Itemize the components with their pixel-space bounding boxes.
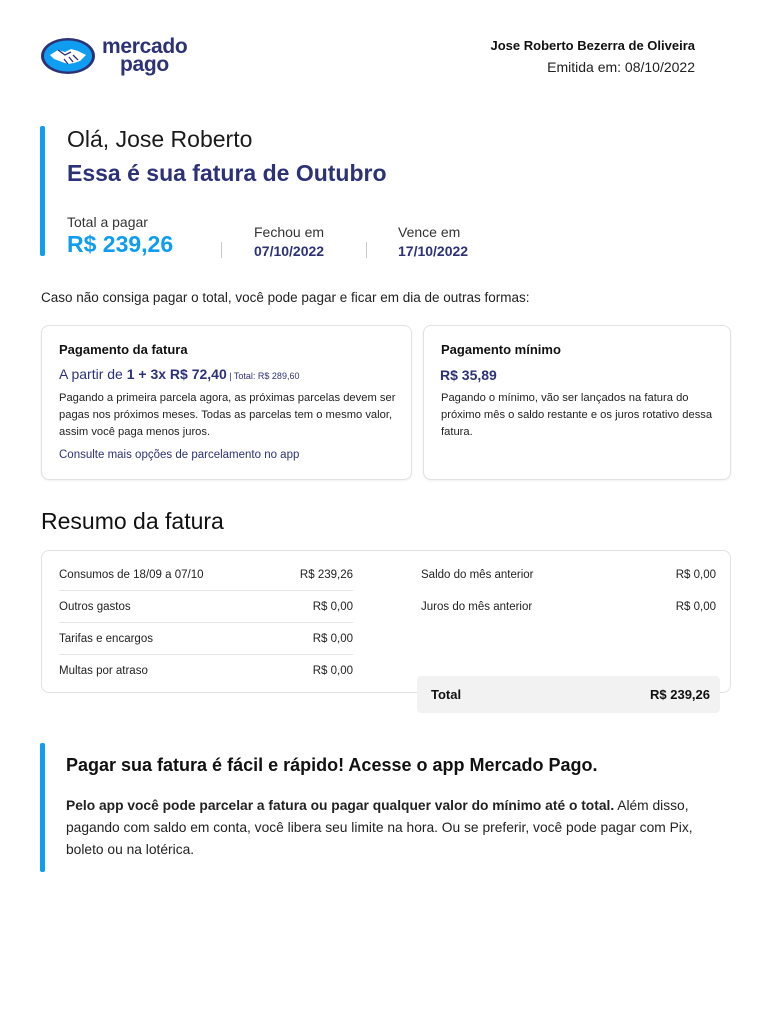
minimum-value: R$ 35,89: [440, 367, 497, 383]
total-label: Total a pagar: [67, 214, 148, 230]
summary-row: [59, 559, 353, 591]
divider: [366, 242, 367, 258]
row-value: R$ 0,00: [675, 601, 716, 613]
greeting-section: [40, 126, 740, 259]
installment-total: | Total: R$ 289,60: [226, 371, 300, 381]
mercado-pago-logo: [40, 36, 187, 76]
invoice-headline: Essa é sua fatura de Outubro: [67, 160, 387, 186]
logo-word-mercado: mercado: [102, 35, 188, 58]
row-label: Consumos de 18/09 a 07/10: [59, 568, 204, 581]
row-label: Multas por atraso: [59, 665, 148, 677]
row-value: R$ 0,00: [312, 632, 353, 645]
total-row-value: R$ 239,26: [650, 687, 710, 702]
total-value: R$ 239,26: [67, 231, 174, 257]
customer-name: Jose Roberto Bezerra de Oliveira: [490, 38, 695, 53]
handshake-logo-icon: [40, 36, 96, 76]
divider: [221, 242, 222, 258]
summary-total: [417, 676, 720, 713]
summary-title: Resumo da fatura: [41, 508, 224, 534]
promo-title: Pagar sua fatura é fácil e rápido! Acesse o app Mercado Pago.: [66, 755, 598, 775]
promo-bold: Pelo app você pode parcelar a fatura ou pagar qualquer valor do mínimo até o total.: [66, 798, 615, 813]
payment-options-notice: Caso não consiga pagar o total, você pode pagar e ficar em dia de outras formas:: [41, 290, 530, 305]
issuer-block: [491, 38, 695, 75]
due-label: Vence em: [398, 224, 461, 240]
row-value: R$ 0,00: [312, 600, 353, 613]
accent-bar: [40, 126, 45, 256]
card-title: Pagamento mínimo: [441, 342, 561, 357]
app-promo-section: [40, 743, 740, 872]
installment-summary: [59, 366, 299, 382]
minimum-payment-card: [423, 325, 731, 480]
total-row-label: Total: [431, 687, 462, 702]
summary-row: [59, 591, 353, 623]
logo-word-pago: pago: [120, 53, 169, 76]
installment-options-link[interactable]: Consulte mais opções de parcelamento no app: [59, 449, 300, 461]
summary-row: [421, 591, 716, 623]
summary-row: [59, 655, 353, 687]
card-title: Pagamento da fatura: [59, 342, 188, 357]
summary-row: [421, 559, 716, 591]
summary-row: [59, 623, 353, 655]
row-value: R$ 0,00: [312, 665, 353, 677]
greeting-hello: Olá, Jose Roberto: [67, 126, 253, 152]
installment-value: 1 + 3x R$ 72,40: [126, 366, 227, 382]
row-label: Juros do mês anterior: [421, 601, 533, 613]
row-label: Outros gastos: [59, 600, 131, 613]
closed-label: Fechou em: [254, 224, 325, 240]
card-description: Pagando o mínimo, vão ser lançados na fatura do próximo mês o saldo restante e os juros rotativo dessa fatura.: [441, 392, 713, 438]
row-label: Tarifas e encargos: [59, 632, 153, 645]
promo-text: [66, 795, 731, 861]
row-value: R$ 0,00: [675, 569, 716, 581]
due-date: 17/10/2022: [398, 243, 469, 259]
accent-bar: [40, 743, 45, 872]
installment-payment-card: [41, 325, 412, 480]
closed-date: 07/10/2022: [254, 243, 325, 259]
issue-date: Emitida em: 08/10/2022: [547, 59, 695, 75]
installment-prefix: A partir de: [59, 366, 127, 382]
summary-panel: [41, 550, 731, 693]
promo-rest: Além disso, pagando com saldo em conta, você libera seu limite na hora. Ou se preferir, você pode pagar com Pix, boleto ou na lotérica.: [66, 798, 693, 857]
row-label: Saldo do mês anterior: [421, 569, 534, 581]
row-value: R$ 239,26: [299, 568, 353, 581]
card-description: Pagando a primeira parcela agora, as próximas parcelas devem ser pagas nos próximos meses. Todas as parcelas tem o mesmo valor, assim você paga menos juros.: [59, 392, 396, 438]
